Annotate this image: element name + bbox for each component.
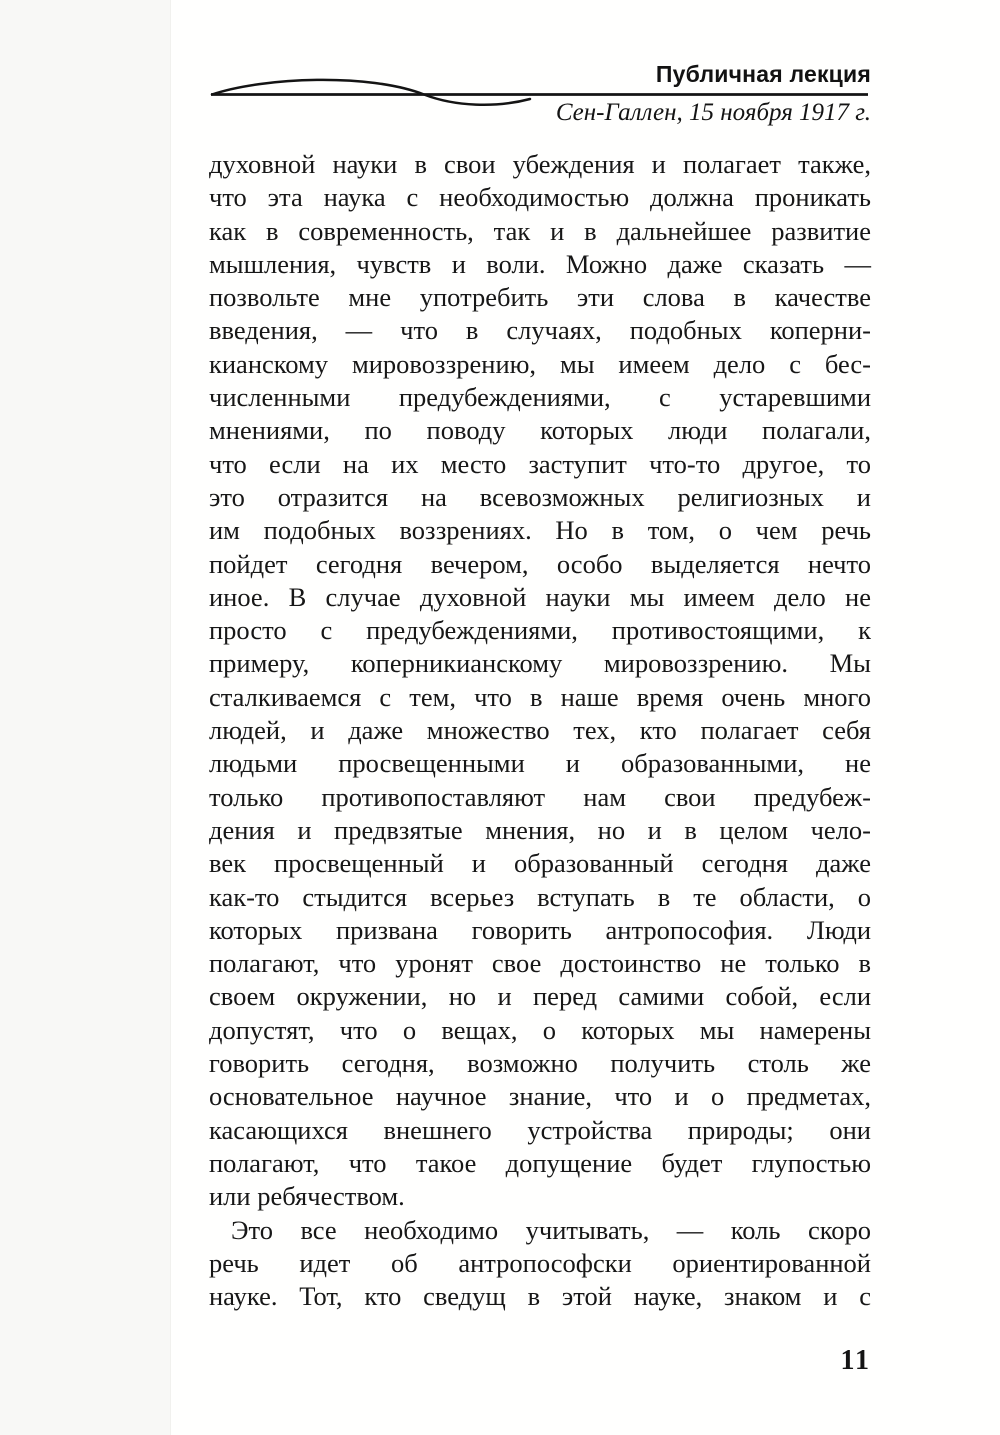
text-line: введения, — что в случаях, подобных коперни- bbox=[209, 315, 871, 346]
scan-left-edge bbox=[0, 0, 171, 1435]
text-line: просто с предубеждениями, противостоящими, к bbox=[209, 615, 871, 646]
text-line: полагают, что уронят свое достоинство не только в bbox=[209, 948, 871, 979]
lecture-dateline: Сен-Галлен, 15 ноября 1917 г. bbox=[555, 99, 871, 126]
text-line: как в современность, так и в дальнейшее развитие bbox=[209, 215, 871, 246]
text-line: им подобных воззрениях. Но в том, о чем речь bbox=[209, 515, 871, 546]
text-line: касающихся внешнего устройства природы; они bbox=[209, 1114, 871, 1145]
body-text bbox=[209, 148, 871, 1313]
text-line: духовной науки в свои убеждения и полагает также, bbox=[209, 149, 871, 179]
text-line: примеру, коперникианскому мировоззрению. Мы bbox=[209, 648, 871, 679]
text-line: только противопоставляют нам свои предубеж- bbox=[209, 781, 871, 812]
text-line: полагают, что такое допущение будет глупостью bbox=[209, 1147, 871, 1178]
text-line: науке. Тот, кто сведущ в этой науке, знаком и с bbox=[209, 1281, 871, 1312]
text-line: которых призвана говорить антропософия. Люди bbox=[209, 914, 871, 945]
text-line: это отразится на всевозможных религиозных и bbox=[209, 481, 871, 512]
text-line: иное. В случае духовной науки мы имеем дело не bbox=[209, 581, 871, 612]
text-line: основательное научное знание, что и о предметах, bbox=[209, 1081, 871, 1112]
text-line: Это все необходимо учитывать, — коль скоро bbox=[231, 1214, 871, 1245]
text-line: кианскому мировоззрению, мы имеем дело с бес- bbox=[209, 348, 871, 379]
text-line: сталкиваемся с тем, что в наше время очень много bbox=[209, 681, 871, 712]
text-line: век просвещенный и образованный сегодня даже bbox=[209, 848, 871, 879]
text-line: мышления, чувств и воли. Можно даже сказать — bbox=[209, 248, 871, 279]
page-content bbox=[209, 0, 871, 1435]
text-line: допустят, что о вещах, о которых мы намерены bbox=[209, 1014, 871, 1045]
text-line: дения и предвзятые мнения, но и в целом чело- bbox=[209, 814, 871, 845]
text-line: позвольте мне употребить эти слова в качестве bbox=[209, 282, 871, 313]
text-line: своем окружении, но и перед самими собой, если bbox=[209, 981, 871, 1012]
text-line: говорить сегодня, возможно получить столь же bbox=[209, 1048, 871, 1079]
running-head-title: Публичная лекция bbox=[655, 61, 871, 87]
text-line: что если на их место заступит что-то другое, то bbox=[209, 448, 871, 479]
text-line: или ребячеством. bbox=[209, 1181, 405, 1212]
text-line: людьми просвещенными и образованными, не bbox=[209, 748, 871, 779]
text-line: что эта наука с необходимостью должна проникать bbox=[209, 182, 871, 213]
text-line: людей, и даже множество тех, кто полагает себя bbox=[209, 715, 871, 746]
page-number: 11 bbox=[840, 1345, 871, 1376]
text-line: как-то стыдится всерьез вступать в те области, о bbox=[209, 881, 871, 912]
text-line: численными предубеждениями, с устаревшими bbox=[209, 382, 871, 413]
text-line: мнениями, по поводу которых люди полагали, bbox=[209, 415, 871, 446]
text-line: пойдет сегодня вечером, особо выделяется нечто bbox=[209, 548, 871, 579]
text-line: речь идет об антропософски ориентированной bbox=[209, 1247, 871, 1278]
